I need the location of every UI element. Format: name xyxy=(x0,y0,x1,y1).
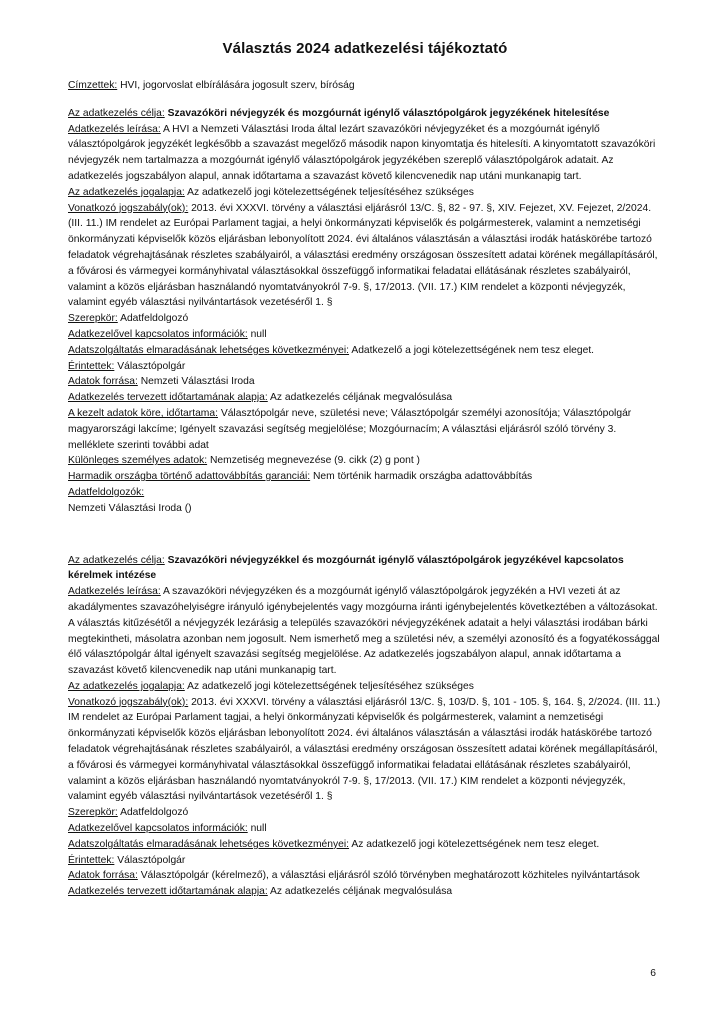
document-title: Választás 2024 adatkezelési tájékoztató xyxy=(222,40,508,57)
retention-basis-value: Az adatkezelés céljának megvalósulása xyxy=(267,886,453,898)
source-label: Adatok forrása: xyxy=(68,376,138,388)
retention-basis-line xyxy=(68,390,662,406)
third-country-line xyxy=(68,469,662,485)
description-label: Adatkezelés leírása: xyxy=(68,123,161,135)
controller-info-line xyxy=(68,821,662,837)
retention-basis-line xyxy=(68,884,662,900)
data-scope-label: A kezelt adatok köre, időtartama: xyxy=(68,407,218,419)
consequences-label: Adatszolgáltatás elmaradásának lehetséges következményei: xyxy=(68,344,350,356)
source-line xyxy=(68,374,662,390)
retention-basis-label: Adatkezelés tervezett időtartamának alapja: xyxy=(68,886,268,898)
purpose-value: Szavazóköri névjegyzékkel és mozgóurnát igénylő választópolgárok jegyzékével kapcsolatos kérelmek intézése xyxy=(68,554,624,582)
controller-info-value: null xyxy=(247,328,267,340)
data-subjects-value: Választópolgár xyxy=(114,854,186,866)
source-label: Adatok forrása: xyxy=(68,870,138,882)
consequences-value: Adatkezelő a jogi kötelezettségének nem tesz eleget. xyxy=(349,344,595,356)
data-subjects-line xyxy=(68,853,662,869)
laws-line xyxy=(68,201,662,312)
description-line xyxy=(68,122,662,185)
legal-basis-line xyxy=(68,185,662,201)
third-country-value: Nem történik harmadik országba adattovábbítás xyxy=(310,471,533,483)
data-subjects-line xyxy=(68,359,662,375)
source-line xyxy=(68,868,662,884)
processors-label: Adatfeldolgozók: xyxy=(68,486,145,498)
laws-label: Vonatkozó jogszabály(ok): xyxy=(68,202,189,214)
data-subjects-label: Érintettek: xyxy=(68,854,115,866)
controller-info-line xyxy=(68,327,662,343)
role-value: Adatfeldolgozó xyxy=(117,807,189,819)
recipients-value: HVI, jogorvoslat elbírálására jogosult szerv, bíróság xyxy=(117,80,355,91)
role-line xyxy=(68,805,662,821)
laws-line xyxy=(68,695,662,806)
legal-basis-line xyxy=(68,679,662,695)
special-data-value: Nemzetiség megnevezése (9. cikk (2) g pont ) xyxy=(207,455,420,467)
legal-basis-label: Az adatkezelés jogalapja: xyxy=(68,680,185,692)
legal-basis-value: Az adatkezelő jogi kötelezettségének teljesítéséhez szükséges xyxy=(184,680,474,692)
data-subjects-label: Érintettek: xyxy=(68,360,115,372)
recipients-label: Címzettek: xyxy=(68,80,118,91)
controller-info-value: null xyxy=(247,823,267,835)
processors-line xyxy=(68,485,662,501)
special-data-label: Különleges személyes adatok: xyxy=(68,455,208,467)
description-label: Adatkezelés leírása: xyxy=(68,586,161,598)
consequences-label: Adatszolgáltatás elmaradásának lehetséges következményei: xyxy=(68,838,350,850)
data-scope-line xyxy=(68,406,662,453)
special-data-line xyxy=(68,453,662,469)
role-line xyxy=(68,311,662,327)
purpose-label: Az adatkezelés célja: xyxy=(68,554,165,566)
legal-basis-value: Az adatkezelő jogi kötelezettségének teljesítéséhez szükséges xyxy=(184,186,474,198)
third-country-label: Harmadik országba történő adattovábbítás garanciái: xyxy=(68,471,311,483)
purpose-line xyxy=(68,553,662,585)
description-value: A szavazóköri névjegyzéken és a mozgóurnát igénylő választópolgárok jegyzékén a HVI vezeti át az akadálymentes szavazóhelyiségre irányuló igénybejelentés vagy mozgóurna iránti igénybejelentés következtében a változásokat. A választás kitűzésétől a névjegyzék lezárásig a település szavazóköri névjegyzékének adatait a helyi választási irodában bárki megtekintheti, másolatra azonban nem jogosult. Nem ismerhető meg a születési név, a személyi azonosító és a fogyatékossággal élő választópolgár által igényelt szavazási segítség megjelölése. Az adatkezelés jogszabályon alapul, annak időtartama a szavazást követő kilencvenedik nap utáni munkanapig tart. xyxy=(68,586,660,677)
recipients-line xyxy=(68,78,662,94)
purpose-label: Az adatkezelés célja: xyxy=(68,107,165,119)
description-value: A HVI a Nemzeti Választási Iroda által lezárt szavazóköri névjegyzéket és a mozgóurnát igénylő választópolgárok jegyzékét legkésőbb a szavazást megelőző második napon kinyomtatja és hitelesíti. A kinyomtatott szavazóköri névjegyzék nem tartalmazza a mozgóurnát igénylő választópolgárok jegyzékében szereplő választópolgárok adatait. Az adatkezelés jogszabályon alapul, annak időtartama a szavazást követő kilencvenedik nap utáni munkanapig tart. xyxy=(68,123,656,182)
consequences-line xyxy=(68,837,662,853)
data-subjects-value: Választópolgár xyxy=(114,360,186,372)
data-scope-value: Választópolgár neve, születési neve; Választópolgár személyi azonosítója; Választópolgár magyarországi lakcíme; Igényelt szavazási segítség megjelölése; Mozgóurnacím; A választási eljárásról szóló törvény 3. melléklete szerinti további adat xyxy=(68,407,632,451)
processing-section-1 xyxy=(68,106,662,517)
purpose-value: Szavazóköri névjegyzék és mozgóurnát igénylő választópolgárok jegyzékének hitelesítése xyxy=(164,107,610,119)
role-label: Szerepkör: xyxy=(68,807,118,819)
source-value: Nemzeti Választási Iroda xyxy=(137,376,255,388)
laws-label: Vonatkozó jogszabály(ok): xyxy=(68,696,189,708)
controller-info-label: Adatkezelővel kapcsolatos információk: xyxy=(68,328,248,340)
controller-info-label: Adatkezelővel kapcsolatos információk: xyxy=(68,823,248,835)
description-line xyxy=(68,584,662,679)
processing-section-2 xyxy=(68,553,662,901)
consequences-line xyxy=(68,343,662,359)
role-label: Szerepkör: xyxy=(68,313,118,325)
role-value: Adatfeldolgozó xyxy=(117,313,189,325)
processors-value: Nemzeti Választási Iroda () xyxy=(68,502,192,514)
laws-value: 2013. évi XXXVI. törvény a választási eljárásról 13/C. §, 103/D. §, 101 - 105. §, 164. §, 2/2024. (III. 11.) IM rendelet az Európai Parlament tagjai, a helyi önkormányzati képviselők és polgármesterek, valamint a nemzetiségi önkormányzati képviselők közös eljárásban lebonyolított 2024. évi általános választásán a választási irodák hatáskörébe tartozó feladatok végrehajtásának részletes szabályairól, a választási eredmény országosan összesített adatai körének megállapításáról, a fővárosi és vármegyei kormányhivatal választásokkal összefüggő informatikai feladatai ellátásának részletes szabályairól, valamint a közös eljárásban használandó nyomtatványokról 7-9. §, 17/2013. (VII. 17.) KIM rendelet a központi névjegyzék, valamint egyéb választási nyilvántartások vezetéséről 1. § xyxy=(68,696,661,803)
retention-basis-value: Az adatkezelés céljának megvalósulása xyxy=(267,392,453,404)
retention-basis-label: Adatkezelés tervezett időtartamának alapja: xyxy=(68,392,268,404)
laws-value: 2013. évi XXXVI. törvény a választási eljárásról 13/C. §, 82 - 97. §, XIV. Fejezet, XV. Fejezet, 2/2024. (III. 11.) IM rendelet az Európai Parlament tagjai, a helyi önkormányzati képviselők és polgármesterek, valamint a nemzetiségi önkormányzati képviselők közös eljárásban lebonyolított 2024. évi általános választásán a választási irodák hatáskörébe tartozó feladatok végrehajtásának részletes szabályairól, a választási eredmény országosan összesített adatai körének megállapításáról, a fővárosi és vármegyei kormányhivatal választásokkal összefüggő informatikai feladatai ellátásának részletes szabályairól, valamint a közös eljárásban használandó nyomtatványokról 7-9. §, 17/2013. (VII. 17.) KIM rendelet a központi névjegyzék, valamint egyéb választási nyilvántartások vezetéséről 1. § xyxy=(68,202,658,309)
page-number: 6 xyxy=(650,968,656,979)
consequences-value: Az adatkezelő jogi kötelezettségének nem tesz eleget. xyxy=(349,838,600,850)
document-page xyxy=(68,40,662,900)
purpose-line xyxy=(68,106,662,122)
legal-basis-label: Az adatkezelés jogalapja: xyxy=(68,186,185,198)
source-value: Választópolgár (kérelmező), a választási eljárásról szóló törvényben meghatározott közhiteles nyilvántartások xyxy=(137,870,640,882)
